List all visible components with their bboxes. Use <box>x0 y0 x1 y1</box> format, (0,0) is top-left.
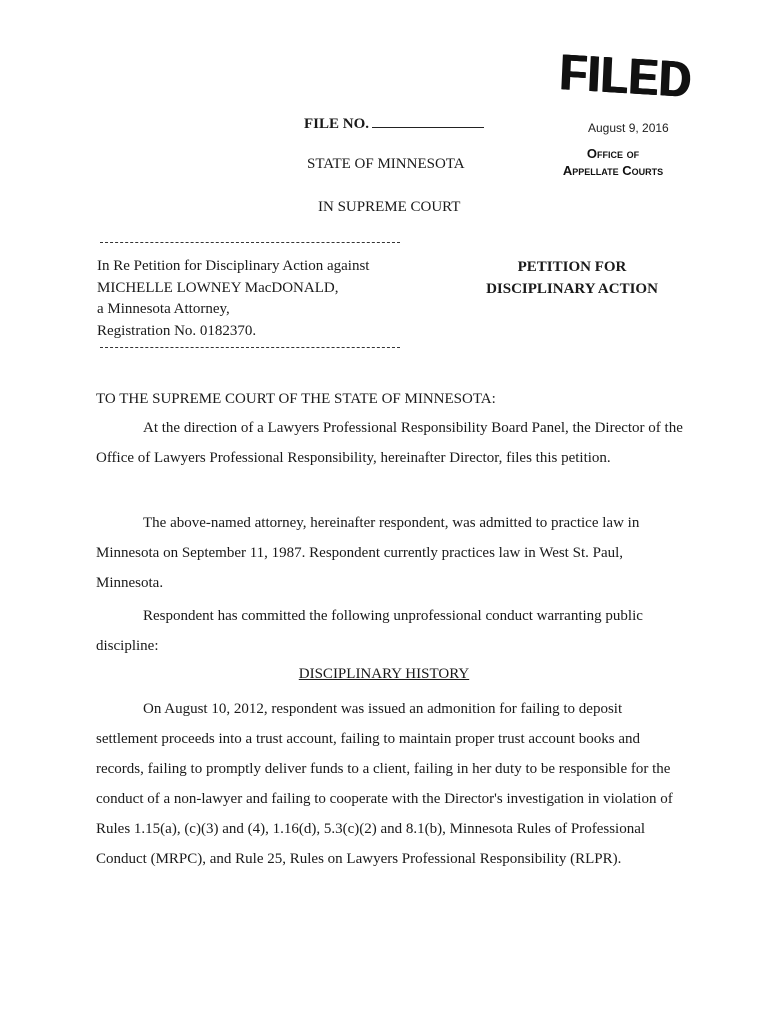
file-number-blank <box>372 114 484 128</box>
salutation-text: TO THE SUPREME COURT OF THE STATE OF MINNESOTA: <box>96 391 496 407</box>
office-line-1: Office of <box>586 146 640 161</box>
petition-title-line-2: DISCIPLINARY ACTION <box>486 280 658 297</box>
paragraph-4 <box>96 694 686 874</box>
office-line-2: Appellate Courts <box>562 163 664 178</box>
caption-divider-bottom <box>100 347 400 348</box>
caption-line: MICHELLE LOWNEY MacDONALD, <box>97 279 339 296</box>
caption-divider-top <box>100 242 400 243</box>
case-caption <box>97 256 369 342</box>
section-heading <box>0 666 768 683</box>
file-number <box>304 114 484 133</box>
paragraph-text: On August 10, 2012, respondent was issued an admonition for failing to deposit settlement proceeds into a trust account, failing to maintain proper trust account books and records, failing to promptly deliver funds to a client, failing in her duty to be responsible for the conduct of a non-lawyer and failing to cooperate with the Director's investigation in violation of Rules 1.15(a), (c)(3) and (4), 1.16(d), 5.3(c)(2) and 8.1(b), Minnesota Rules of Professional Conduct (MRPC), and Rule 25, Rules on Lawyers Professional Responsibility (RLPR). <box>96 701 673 867</box>
paragraph-2 <box>96 508 686 598</box>
paragraph-text: The above-named attorney, hereinafter respondent, was admitted to practice law in Minnesota on September 11, 1987. Respondent currently practices law in West St. Paul, Minnesota. <box>96 515 640 591</box>
file-number-label: FILE NO. <box>304 116 370 132</box>
paragraph-text: Respondent has committed the following unprofessional conduct warranting public discipline: <box>96 608 643 654</box>
state-heading: STATE OF MINNESOTA <box>307 156 465 172</box>
filed-date: August 9, 2016 <box>588 121 669 135</box>
office-stamp <box>538 145 688 179</box>
paragraph-text: At the direction of a Lawyers Professional Responsibility Board Panel, the Director of the Office of Lawyers Professional Responsibility, hereinafter Director, files this petition. <box>96 420 683 466</box>
filed-stamp: FILED <box>558 44 694 109</box>
petition-title-line-1: PETITION FOR <box>517 259 627 275</box>
salutation <box>96 384 686 414</box>
caption-line: In Re Petition for Disciplinary Action against <box>97 258 370 274</box>
paragraph-1 <box>96 413 686 473</box>
caption-line: Registration No. 0182370. <box>97 322 257 339</box>
caption-line: a Minnesota Attorney, <box>97 301 230 317</box>
petition-title <box>478 257 666 300</box>
paragraph-3 <box>96 601 686 661</box>
court-heading: IN SUPREME COURT <box>318 199 461 215</box>
section-heading-text: DISCIPLINARY HISTORY <box>298 666 470 682</box>
